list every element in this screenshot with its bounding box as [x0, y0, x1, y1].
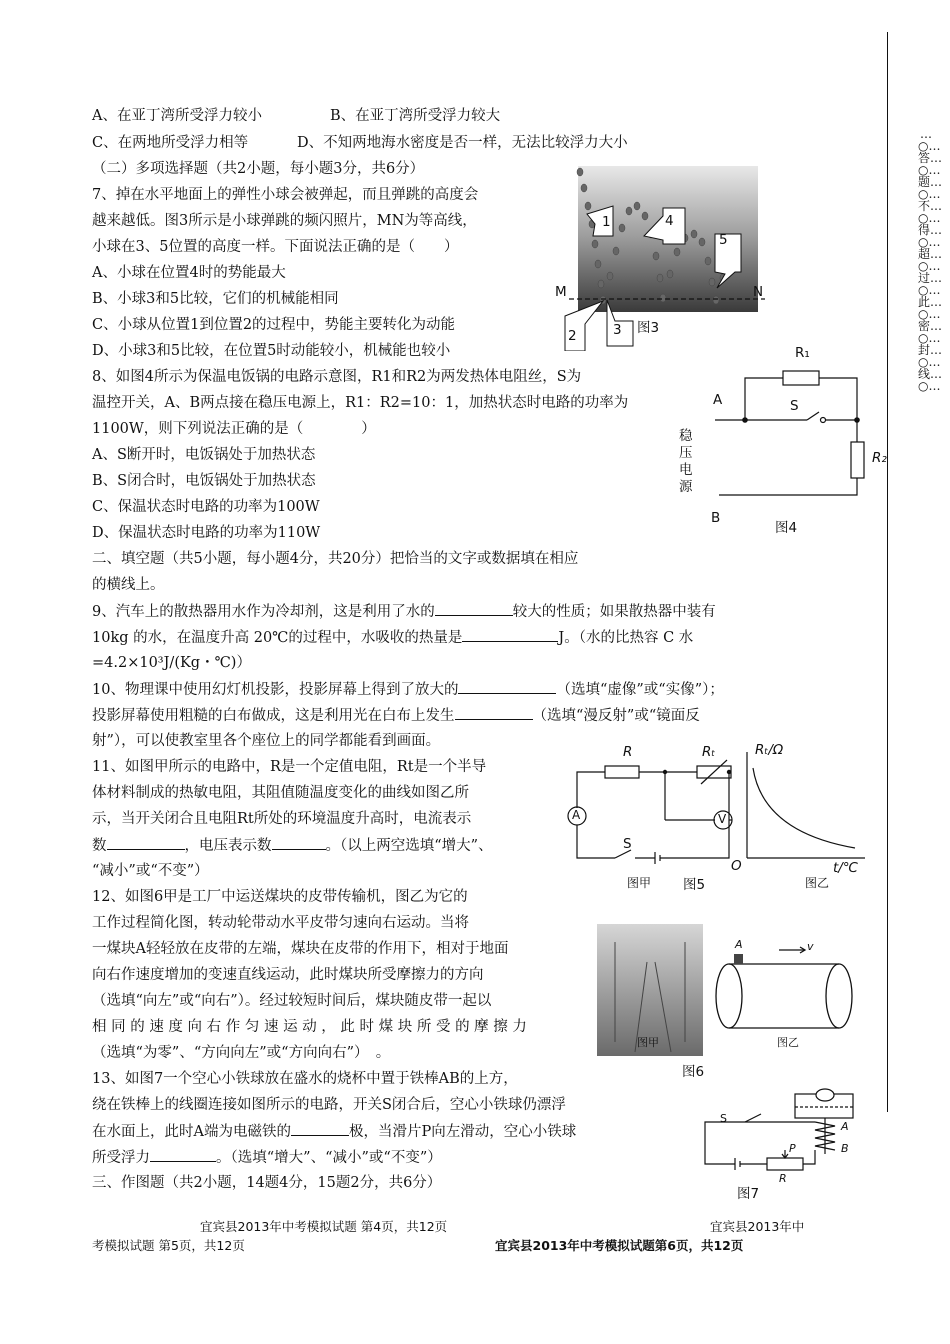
- fig6-velocity-label: v: [807, 940, 814, 953]
- footer-page-5b: 考模拟试题 第5页，共12页: [92, 1238, 245, 1253]
- q13-text-3a: 在水面上，此时A端为电磁铁的: [92, 1124, 291, 1140]
- fig3-pos-1: 1: [602, 214, 611, 230]
- fig5-r-label: R: [623, 744, 633, 760]
- q6-option-c: C、在两地所受浮力相等: [92, 135, 249, 151]
- fig7-switch-label: S: [720, 1112, 727, 1125]
- q9-text-1b: 较大的性质；如果散热器中装有: [512, 604, 716, 620]
- q13-text-2: 绕在铁棒上的线圈连接如图所示的电路，开关S闭合后，空心小铁球仍漂浮: [92, 1097, 566, 1113]
- q8-text-3: 1100W，则下列说法正确的是（ ）: [92, 421, 376, 437]
- section-fill-blank-1: 二、填空题（共5小题，每小题4分，共20分）把恰当的文字或数据填在相应: [92, 551, 579, 567]
- footer-page-4: 宜宾县2013年中考模拟试题 第4页，共12页: [200, 1219, 448, 1234]
- q10-text-2b: （选填“漫反射”或“镜面反: [532, 708, 700, 724]
- fig5-x-axis-label: t/℃: [833, 860, 859, 876]
- fig3-pos-2: 2: [568, 328, 577, 344]
- section-multiple-choice: （二）多项选择题（共2小题，每小题3分，共6分）: [92, 161, 425, 177]
- q9-blank-1[interactable]: [435, 601, 513, 616]
- section-drawing: 三、作图题（共2小题，14题4分，15题2分，共6分）: [92, 1175, 442, 1191]
- figure-6: [595, 922, 865, 1082]
- q6-option-b: B、在亚丁湾所受浮力较大: [330, 108, 501, 124]
- fig5-rt-label: Rₜ: [702, 744, 716, 760]
- footer-page-6: 宜宾县2013年中考模拟试题第6页，共12页: [495, 1238, 744, 1253]
- q7-text-1: 7、掉在水平地面上的弹性小球会被弹起，而且弹跳的高度会: [92, 187, 479, 203]
- conveyor-diagrams: [595, 922, 865, 1082]
- q9-text-3: =4.2×10³J/(Kg・℃)）: [92, 655, 251, 671]
- section-fill-blank-2: 的横线上。: [92, 577, 165, 593]
- q8-option-b: B、S闭合时，电饭锅处于加热状态: [92, 473, 316, 489]
- q7-option-c: C、小球从位置1到位置2的过程中，势能主要转化为动能: [92, 317, 456, 333]
- fig3-pos-4: 4: [665, 213, 674, 229]
- q12-text-4: 向右作速度增加的变速直线运动，此时煤块所受摩擦力的方向: [92, 967, 484, 983]
- q12-text-6: 相 同 的 速 度 向 右 作 匀 速 运 动 ， 此 时 煤 块 所 受 的 摩 擦 力: [92, 1019, 527, 1035]
- fig5-origin-label: O: [731, 858, 742, 874]
- bouncing-ball-photo: [555, 166, 770, 351]
- q9-blank-2[interactable]: [462, 627, 558, 642]
- footer-page-5a: 宜宾县2013年中: [710, 1219, 805, 1234]
- figure-3: [555, 166, 770, 351]
- fig3-label-m: M: [555, 284, 567, 300]
- q10-text-3: 射”），可以使教室里各个座位上的同学都能看到画面。: [92, 733, 441, 749]
- q13-blank-1[interactable]: [291, 1121, 349, 1136]
- q7-option-b: B、小球3和5比较，它们的机械能相同: [92, 291, 339, 307]
- fig6-jia-label: 图甲: [637, 1036, 659, 1049]
- fig3-caption: 图3: [637, 320, 660, 336]
- q9-text-1a: 9、汽车上的散热器用水作为冷却剂，这是利用了水的: [92, 604, 435, 620]
- fig6-caption: 图6: [682, 1064, 705, 1080]
- q13-line-4: [92, 1147, 442, 1168]
- fig4-a-label: A: [713, 392, 723, 408]
- q7-option-d: D、小球3和5比较，在位置5时动能较小，机械能也较小: [92, 343, 451, 359]
- fig7-slider-label: P: [789, 1142, 796, 1155]
- fig5-switch-label: S: [623, 836, 632, 852]
- q10-line-1: [92, 679, 724, 700]
- q9-text-2a: 10kg 的水，在温度升高 20℃的过程中，水吸收的热量是: [92, 630, 463, 646]
- fig7-b-label: B: [841, 1142, 849, 1155]
- fig5-yi-label: 图乙: [805, 876, 830, 890]
- q11-blank-2[interactable]: [272, 835, 326, 850]
- fig4-switch-label: S: [790, 398, 799, 414]
- q12-text-7: （选填“为零”、“方向向左”或“方向向右”） 。: [92, 1045, 391, 1061]
- q11-text-4b: ，电压表示数: [184, 838, 272, 854]
- q12-text-5: （选填“向左”或“向右”）。经过较短时间后，煤块随皮带一起以: [92, 993, 492, 1009]
- rice-cooker-circuit: [675, 340, 890, 535]
- q7-text-2: 越来越低。图3所示是小球弹跳的频闪照片，MN为等高线，: [92, 213, 477, 229]
- q6-option-a: A、在亚丁湾所受浮力较小: [92, 108, 262, 124]
- fig7-a-label: A: [841, 1120, 849, 1133]
- q11-line-4: [92, 835, 493, 856]
- q9-line-1: [92, 601, 716, 622]
- q10-text-1b: （选填“虚像”或“实像”）；: [556, 682, 724, 698]
- q8-option-a: A、S断开时，电饭锅处于加热状态: [92, 447, 316, 463]
- fig6-yi-label: 图乙: [777, 1036, 799, 1049]
- q6-option-d: D、不知两地海水密度是否一样，无法比较浮力大小: [297, 135, 628, 151]
- fig5-y-axis-label: Rₜ/Ω: [755, 742, 784, 758]
- binding-line: [887, 32, 888, 1112]
- q10-text-2a: 投影屏幕使用粗糙的白布做成，这是利用光在白布上发生: [92, 708, 455, 724]
- figure-5: [555, 740, 885, 893]
- q13-line-3: [92, 1121, 576, 1142]
- q12-text-2: 工作过程简化图，转动轮带动水平皮带匀速向右运动。当将: [92, 915, 469, 931]
- fig7-caption: 图7: [737, 1186, 760, 1202]
- q7-option-a: A、小球在位置4时的势能最大: [92, 265, 286, 281]
- q13-text-3b: 极，当滑片P向左滑动，空心小铁球: [348, 1124, 577, 1140]
- q11-blank-1[interactable]: [107, 835, 185, 850]
- fig4-r1-label: R₁: [795, 345, 810, 361]
- fig4-r2-label: R₂: [872, 450, 887, 466]
- q12-text-3: 一煤块A轻轻放在皮带的左端，煤块在皮带的作用下，相对于地面: [92, 941, 509, 957]
- figure-7: [675, 1082, 875, 1204]
- q11-text-5: “减小”或“不变”）: [92, 863, 209, 879]
- q13-text-1: 13、如图7一个空心小铁球放在盛水的烧杯中置于铁棒AB的上方，: [92, 1071, 518, 1087]
- q9-line-2: [92, 627, 693, 648]
- fig6-coal-a-label: A: [735, 938, 743, 951]
- fig4-b-label: B: [711, 510, 721, 526]
- q11-text-2: 体材料制成的热敏电阻，其阻值随温度变化的曲线如图乙所: [92, 785, 469, 801]
- q8-text-1: 8、如图4所示为保温电饭锅的电路示意图，R1和R2为两发热体电阻丝，S为: [92, 369, 582, 385]
- q11-text-3: 示，当开关闭合且电阻Rt所处的环境温度升高时，电流表示: [92, 811, 472, 827]
- q8-option-c: C、保温状态时电路的功率为100W: [92, 499, 320, 515]
- fig3-label-n: N: [753, 284, 764, 300]
- figure-4: [675, 340, 890, 535]
- q8-text-2: 温控开关，A、B两点接在稳压电源上，R1：R2=10：1，加热状态时电路的功率为: [92, 395, 629, 411]
- fig5-ammeter-label: A: [572, 808, 581, 822]
- q7-text-3: 小球在3、5位置的高度一样。下面说法正确的是（ ）: [92, 239, 459, 255]
- fig5-voltmeter-label: V: [718, 812, 727, 826]
- q11-text-1: 11、如图甲所示的电路中，R是一个定值电阻，Rt是一个半导: [92, 759, 487, 775]
- q11-text-4c: 。（以上两空选填“增大”、: [325, 838, 493, 854]
- q13-text-4b: 。（选填“增大”、“减小”或“不变”）: [216, 1150, 442, 1166]
- binding-margin-text: …○…答…○…题…○…不…○…得…○…超…○…过…○…此…○…密…○…封…○…线…○…: [918, 127, 943, 393]
- q13-blank-2[interactable]: [150, 1147, 216, 1162]
- q9-text-2b: J。（水的比热容 C 水: [558, 630, 694, 646]
- fig4-caption: 图4: [775, 520, 798, 536]
- fig3-pos-3: 3: [613, 322, 622, 338]
- fig7-resistor-label: R: [779, 1172, 787, 1185]
- q8-option-d: D、保温状态时电路的功率为110W: [92, 525, 321, 541]
- q13-text-4a: 所受浮力: [92, 1150, 150, 1166]
- fig5-jia-label: 图甲: [627, 876, 652, 890]
- q10-line-2: [92, 705, 700, 726]
- fig4-power-source-label: 稳压电源: [679, 428, 693, 495]
- fig3-pos-5: 5: [719, 232, 728, 248]
- fig5-caption: 图5: [683, 877, 706, 893]
- q10-text-1a: 10、物理课中使用幻灯机投影，投影屏幕上得到了放大的: [92, 682, 459, 698]
- q11-text-4a: 数: [92, 838, 107, 854]
- q10-blank-1[interactable]: [458, 679, 556, 694]
- q10-blank-2[interactable]: [455, 705, 533, 720]
- q12-text-1: 12、如图6甲是工厂中运送煤块的皮带传输机，图乙为它的: [92, 889, 468, 905]
